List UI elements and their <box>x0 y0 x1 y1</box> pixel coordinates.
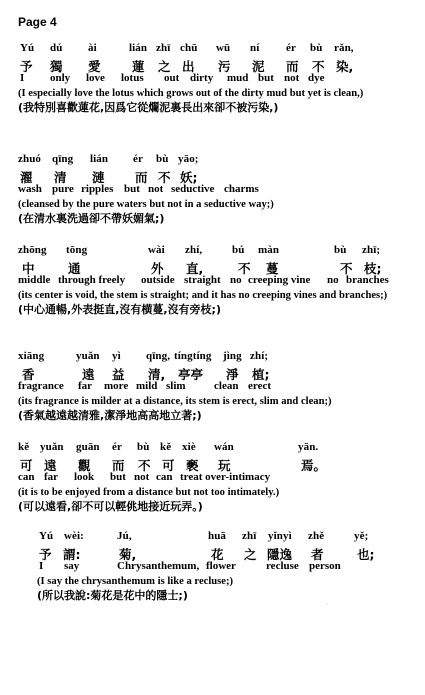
english-translation: (I especially love the lotus which grows out of the dirty mud but yet is clean,) <box>18 88 364 99</box>
hanzi: 漣 <box>92 170 105 185</box>
english-translation: (its fragrance is milder at a distance, its stem is erect, slim and clean;) <box>18 396 332 407</box>
pinyin: wū <box>216 42 231 54</box>
hanzi: 而 <box>112 458 125 473</box>
english-translation: (I say the chrysanthemum is like a recluse;) <box>37 576 234 587</box>
gloss: far <box>78 380 93 392</box>
gloss: person <box>309 560 341 572</box>
english-translation: (cleansed by the pure waters but not in a seductive way;) <box>18 199 274 210</box>
gloss: straight <box>184 274 221 286</box>
pinyin: ér <box>133 153 143 165</box>
pinyin: zhī <box>242 530 257 542</box>
sentence-4 <box>18 350 418 423</box>
hanzi: 污 <box>218 59 231 74</box>
pinyin: wài <box>148 244 165 256</box>
gloss: not <box>148 183 164 195</box>
pinyin: ní <box>250 42 260 54</box>
gloss: no <box>230 274 242 286</box>
pinyin: yě; <box>354 530 369 542</box>
chinese-translation: (中心通暢,外表挺直,沒有横蔓,沒有旁枝;) <box>18 303 221 316</box>
pinyin: zhí; <box>250 350 269 362</box>
gloss: branches <box>346 274 389 286</box>
hanzi: 花 <box>211 547 224 562</box>
hanzi: 蔓 <box>266 261 279 276</box>
hanzi: 枝; <box>364 261 382 276</box>
pinyin: ér <box>112 441 122 453</box>
gloss-row <box>18 183 418 198</box>
gloss: clean <box>214 380 239 392</box>
pinyin: wán <box>214 441 234 453</box>
pinyin-row <box>18 350 418 365</box>
sentence-5 <box>18 441 418 514</box>
chinese-translation: (所以我說:菊花是花中的隱士;) <box>37 589 188 602</box>
hanzi-row <box>18 259 418 274</box>
hanzi: 隱逸 <box>267 547 293 562</box>
gloss: treat over-intimacy <box>180 471 271 483</box>
gloss: through freely <box>58 274 126 286</box>
sentence-2 <box>18 153 418 226</box>
gloss: far <box>44 471 59 483</box>
hanzi: 出 <box>182 59 195 74</box>
hanzi: 之 <box>244 547 257 562</box>
pinyin: tíngtíng <box>174 350 212 362</box>
gloss: can <box>156 471 173 483</box>
hanzi: 觀 <box>78 458 91 473</box>
hanzi-row <box>18 456 418 471</box>
hanzi: 直, <box>186 261 204 276</box>
hanzi-row <box>37 545 418 560</box>
pinyin: chū <box>180 42 198 54</box>
gloss: but <box>110 471 126 483</box>
hanzi: 而 <box>286 59 299 74</box>
gloss: dye <box>308 72 325 84</box>
gloss: only <box>50 72 71 84</box>
hanzi: 清, <box>148 367 166 382</box>
pinyin: xiāng <box>18 350 45 362</box>
pinyin: Yú <box>20 42 35 54</box>
hanzi: 不 <box>138 458 151 473</box>
hanzi: 可 <box>162 458 175 473</box>
hanzi: 褻 <box>186 458 199 473</box>
scan-speck: · <box>326 602 328 608</box>
hanzi: 予 <box>20 59 33 74</box>
gloss: Chrysanthemum, <box>117 560 200 572</box>
gloss: no <box>327 274 339 286</box>
chinese-translation: (可以遠看,卻不可以輕佻地接近玩弄。) <box>18 500 203 513</box>
pinyin: yāo; <box>178 153 199 165</box>
pinyin: ér <box>286 42 296 54</box>
hanzi: 也; <box>357 547 375 562</box>
hanzi-row <box>18 168 418 183</box>
pinyin: zhí, <box>185 244 203 256</box>
chinese-translation: (我特別喜歡蓮花,因爲它從爛泥裏長出來卻不被污染,) <box>18 101 279 114</box>
pinyin: bù <box>310 42 323 54</box>
gloss: out <box>164 72 180 84</box>
pinyin: lián <box>90 153 109 165</box>
gloss: mud <box>227 72 249 84</box>
pinyin: bù <box>334 244 347 256</box>
pinyin: jìng <box>223 350 242 362</box>
gloss: lotus <box>121 72 144 84</box>
pinyin: tōng <box>66 244 88 256</box>
gloss: erect <box>248 380 271 392</box>
pinyin: yuǎn <box>76 350 100 362</box>
hanzi: 亭亭 <box>178 367 204 382</box>
pinyin: Yú <box>39 530 54 542</box>
hanzi-row <box>18 365 418 380</box>
hanzi: 淨 <box>226 367 239 382</box>
pinyin: zhī; <box>362 244 381 256</box>
gloss: not <box>284 72 300 84</box>
hanzi: 可 <box>20 458 33 473</box>
hanzi: 通 <box>68 261 81 276</box>
hanzi: 不 <box>238 261 251 276</box>
hanzi: 遠 <box>44 458 57 473</box>
pinyin: rǎn, <box>334 42 354 54</box>
pinyin: qīng <box>52 153 74 165</box>
gloss: charms <box>224 183 259 195</box>
hanzi: 染, <box>336 59 354 74</box>
pinyin-row <box>18 441 418 456</box>
pinyin: guān <box>76 441 100 453</box>
hanzi: 濯 <box>20 170 33 185</box>
pinyin: zhōng <box>18 244 47 256</box>
pinyin: qīng, <box>146 350 171 362</box>
gloss: fragrance <box>18 380 64 392</box>
hanzi: 焉。 <box>301 458 327 473</box>
hanzi: 蓮 <box>132 59 145 74</box>
gloss-row <box>37 560 418 575</box>
gloss: say <box>64 560 80 572</box>
gloss: but <box>258 72 274 84</box>
english-translation: (its center is void, the stem is straight; and it has no creeping vines and branches;) <box>18 290 388 301</box>
pinyin: lián <box>129 42 148 54</box>
hanzi: 獨 <box>50 59 63 74</box>
hanzi: 泥 <box>252 59 265 74</box>
pinyin: ài <box>88 42 97 54</box>
pinyin: bù <box>156 153 169 165</box>
gloss: mild <box>136 380 158 392</box>
hanzi: 香 <box>22 367 35 382</box>
gloss: can <box>18 471 35 483</box>
pinyin: zhuó <box>18 153 42 165</box>
gloss: creeping vine <box>248 274 311 286</box>
pinyin: dú <box>50 42 63 54</box>
sentence-6 <box>37 530 418 603</box>
gloss: pure <box>52 183 74 195</box>
hanzi: 而 <box>135 170 148 185</box>
chinese-translation: (香氣越遠越清雅,潔淨地高高地立著;) <box>18 409 202 422</box>
gloss: seductive <box>171 183 215 195</box>
pinyin: zhě <box>308 530 325 542</box>
gloss: but <box>124 183 140 195</box>
hanzi: 遠 <box>82 367 95 382</box>
pinyin: yì <box>112 350 121 362</box>
gloss: ripples <box>81 183 114 195</box>
pinyin: yǐnyì <box>268 530 292 542</box>
gloss-row <box>18 274 418 289</box>
hanzi: 菊, <box>119 547 137 562</box>
gloss: love <box>86 72 105 84</box>
pinyin-row <box>18 153 418 168</box>
pinyin: kě <box>18 441 30 453</box>
english-translation: (it is to be enjoyed from a distance but not too intimately.) <box>18 487 280 498</box>
hanzi: 謂: <box>63 547 81 562</box>
gloss: flower <box>206 560 236 572</box>
pinyin: zhī <box>156 42 171 54</box>
pinyin: bù <box>137 441 150 453</box>
pinyin-row <box>18 42 418 57</box>
pinyin: yān. <box>298 441 319 453</box>
gloss-row <box>18 380 418 395</box>
gloss: wash <box>18 183 42 195</box>
gloss-row <box>18 72 418 87</box>
hanzi: 外 <box>151 261 164 276</box>
gloss: not <box>134 471 150 483</box>
pinyin: bú <box>232 244 245 256</box>
pinyin-row <box>18 244 418 259</box>
pinyin: Jú, <box>117 530 132 542</box>
gloss: middle <box>18 274 51 286</box>
gloss: recluse <box>266 560 299 572</box>
hanzi-row <box>18 57 418 72</box>
hanzi: 益 <box>112 367 125 382</box>
hanzi: 植; <box>252 367 270 382</box>
hanzi: 中 <box>22 261 35 276</box>
chinese-translation: (在清水裏洗過卻不帶妖媚氣;) <box>18 212 165 225</box>
sentence-1 <box>18 42 418 115</box>
page-number: Page 4 <box>18 15 57 29</box>
sentence-3 <box>18 244 418 317</box>
hanzi: 清 <box>54 170 67 185</box>
gloss: I <box>20 72 25 84</box>
hanzi: 不 <box>340 261 353 276</box>
pinyin: huā <box>208 530 227 542</box>
pinyin: kě <box>160 441 172 453</box>
hanzi: 不 <box>312 59 325 74</box>
gloss: outside <box>141 274 175 286</box>
hanzi: 之 <box>158 59 171 74</box>
gloss: more <box>104 380 129 392</box>
pinyin-row <box>37 530 418 545</box>
gloss-row <box>18 471 418 486</box>
gloss: slim <box>166 380 186 392</box>
hanzi: 玩 <box>218 458 231 473</box>
gloss: look <box>74 471 95 483</box>
pinyin: yuǎn <box>40 441 64 453</box>
gloss: I <box>39 560 44 572</box>
hanzi: 不 <box>158 170 171 185</box>
hanzi: 愛 <box>88 59 101 74</box>
pinyin: xiè <box>182 441 196 453</box>
pinyin: màn <box>258 244 280 256</box>
hanzi: 妖; <box>180 170 198 185</box>
gloss: dirty <box>190 72 214 84</box>
pinyin: wèi: <box>64 530 84 542</box>
hanzi: 予 <box>39 547 52 562</box>
hanzi: 者 <box>311 547 324 562</box>
